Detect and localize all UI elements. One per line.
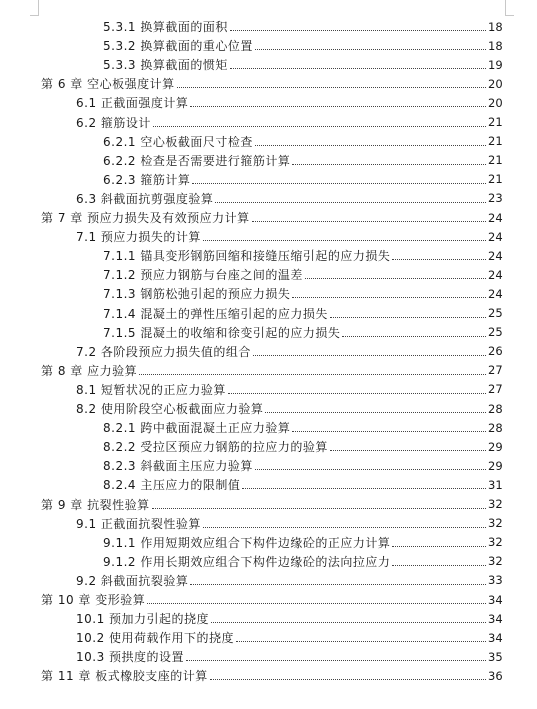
toc-page-number: 29 xyxy=(488,458,503,473)
toc-entry-title: 8.2.3 斜截面主压应力验算 xyxy=(103,459,253,474)
toc-page-number: 32 xyxy=(488,554,503,569)
toc-entry-title: 10.3 预拱度的设置 xyxy=(76,650,185,665)
toc-entry-title: 9.1 正截面抗裂性验算 xyxy=(76,516,201,531)
toc-page-number: 21 xyxy=(488,134,503,149)
toc-page-number: 18 xyxy=(488,19,503,34)
toc-dot-leader xyxy=(190,584,486,585)
toc-dot-leader xyxy=(153,126,486,127)
toc-entry-title: 6.1 正截面强度计算 xyxy=(76,96,189,111)
toc-entry[interactable] xyxy=(41,666,502,685)
toc-dot-leader xyxy=(330,450,486,451)
toc-dot-leader xyxy=(255,469,486,470)
toc-dot-leader xyxy=(147,603,486,604)
toc-page-number: 31 xyxy=(488,477,503,492)
toc-page-number: 32 xyxy=(488,535,503,550)
margin-corner-mark-right xyxy=(505,0,514,16)
toc-entry-title: 7.1.4 混凝土的弹性压缩引起的应力损失 xyxy=(103,306,328,321)
toc-entry-title: 第 7 章 预应力损失及有效预应力计算 xyxy=(41,211,250,225)
toc-entry[interactable] xyxy=(103,265,502,284)
toc-dot-leader xyxy=(177,87,486,88)
toc-entry-title: 6.2.3 箍筋计算 xyxy=(103,172,191,187)
toc-dot-leader xyxy=(392,565,486,566)
toc-entry-title: 第 10 章 变形验算 xyxy=(41,593,146,607)
toc-entry[interactable] xyxy=(103,36,502,55)
toc-page-number: 20 xyxy=(488,95,503,110)
toc-dot-leader xyxy=(392,259,486,260)
toc-page-number: 28 xyxy=(488,420,503,435)
toc-page-number: 23 xyxy=(488,191,503,206)
toc-page-number: 24 xyxy=(488,210,503,225)
toc-page-number: 35 xyxy=(488,649,503,664)
toc-dot-leader xyxy=(211,622,486,623)
toc-entry-title: 8.1 短暂状况的正应力验算 xyxy=(76,382,226,397)
toc-page-number: 21 xyxy=(488,115,503,129)
toc-dot-leader xyxy=(253,355,486,356)
toc-entry-title: 9.2 斜截面抗裂验算 xyxy=(76,573,189,588)
toc-dot-leader xyxy=(152,508,486,509)
toc-dot-leader xyxy=(236,641,486,642)
toc-dot-leader xyxy=(255,49,486,50)
toc-page-number: 34 xyxy=(488,630,503,645)
toc-page-number: 24 xyxy=(488,248,503,263)
toc-entry-title: 第 9 章 抗裂性验算 xyxy=(41,497,150,512)
toc-entry[interactable] xyxy=(76,609,502,628)
toc-entry[interactable] xyxy=(103,533,502,552)
toc-page-number: 20 xyxy=(488,76,503,91)
toc-entry[interactable] xyxy=(103,151,502,170)
toc-dot-leader xyxy=(203,527,486,528)
toc-page-number: 26 xyxy=(488,344,503,359)
toc-entry-title: 9.1.2 作用长期效应组合下构件边缘砼的法向拉应力 xyxy=(103,554,391,569)
toc-entry[interactable] xyxy=(76,113,502,132)
toc-dot-leader xyxy=(139,374,486,375)
toc-entry-title: 10.1 预加力引起的挠度 xyxy=(76,612,210,627)
toc-entry[interactable] xyxy=(76,227,502,246)
toc-dot-leader xyxy=(292,297,486,298)
toc-page-number: 21 xyxy=(488,153,503,168)
toc-page-number: 21 xyxy=(488,172,503,187)
toc-dot-leader xyxy=(192,183,486,184)
toc-entry[interactable] xyxy=(41,495,502,514)
toc-dot-leader xyxy=(228,393,486,394)
toc-dot-leader xyxy=(392,546,486,547)
toc-entry-title: 8.2 使用阶段空心板截面应力验算 xyxy=(76,402,264,416)
toc-entry-title: 7.1.1 锚具变形钢筋回缩和接缝压缩引起的应力损失 xyxy=(103,249,391,264)
toc-entry[interactable] xyxy=(103,246,502,265)
margin-corner-mark-left xyxy=(30,0,39,16)
toc-entry[interactable] xyxy=(103,55,502,74)
toc-entry-title: 8.2.2 受拉区预应力钢筋的拉应力的验算 xyxy=(103,440,328,455)
toc-entry[interactable] xyxy=(41,361,502,380)
toc-page-number: 28 xyxy=(488,401,503,416)
toc-dot-leader xyxy=(305,278,486,279)
toc-entry[interactable] xyxy=(103,437,502,456)
toc-entry[interactable] xyxy=(41,74,502,93)
toc-entry-title: 6.2 箍筋设计 xyxy=(76,115,151,130)
toc-entry-title: 7.1.3 钢筋松弛引起的预应力损失 xyxy=(103,287,291,302)
toc-entry[interactable] xyxy=(103,132,502,151)
toc-entry-title: 7.1.2 预应力钢筋与台座之间的温差 xyxy=(103,268,303,283)
toc-entry[interactable] xyxy=(103,284,502,303)
toc-entry-title: 5.3.2 换算截面的重心位置 xyxy=(103,39,253,54)
toc-dot-leader xyxy=(292,164,486,165)
toc-page-number: 25 xyxy=(488,306,503,320)
toc-entry[interactable] xyxy=(103,456,502,475)
toc-entry[interactable] xyxy=(103,17,502,36)
toc-entry-title: 5.3.3 换算截面的惯矩 xyxy=(103,58,228,73)
toc-page-number: 18 xyxy=(488,38,503,53)
toc-dot-leader xyxy=(330,317,486,318)
toc-page-number: 32 xyxy=(488,497,503,511)
toc-page-number: 29 xyxy=(488,439,503,454)
toc-entry[interactable] xyxy=(76,399,502,418)
toc-page-number: 34 xyxy=(488,592,503,607)
toc-dot-leader xyxy=(210,679,486,680)
toc-entry-title: 第 8 章 应力验算 xyxy=(41,363,138,378)
toc-entry[interactable] xyxy=(41,590,502,609)
toc-page-number: 32 xyxy=(488,516,503,531)
toc-entry-title: 5.3.1 换算截面的面积 xyxy=(103,20,228,34)
toc-entry[interactable] xyxy=(103,552,502,571)
toc-entry[interactable] xyxy=(41,208,502,227)
toc-entry[interactable] xyxy=(76,571,502,590)
toc-entry-title: 第 11 章 板式橡胶支座的计算 xyxy=(41,669,208,684)
toc-entry[interactable] xyxy=(76,647,502,666)
toc-entry[interactable] xyxy=(103,170,502,189)
toc-dot-leader xyxy=(265,412,486,413)
toc-entry[interactable] xyxy=(103,304,502,323)
toc-entry[interactable] xyxy=(103,475,502,494)
toc-dot-leader xyxy=(230,68,486,69)
toc-entry-title: 6.2.2 检查是否需要进行箍筋计算 xyxy=(103,153,291,168)
toc-page-number: 24 xyxy=(488,267,503,282)
toc-entry[interactable] xyxy=(103,323,502,342)
toc-page-number: 33 xyxy=(488,573,503,588)
toc-page-number: 34 xyxy=(488,611,503,626)
toc-entry-title: 8.2.1 跨中截面混凝土正应力验算 xyxy=(103,421,291,436)
toc-entry-title: 9.1.1 作用短期效应组合下构件边缘砼的正应力计算 xyxy=(103,535,391,550)
toc-entry[interactable] xyxy=(76,93,502,112)
toc-entry[interactable] xyxy=(76,514,502,533)
toc-entry-title: 7.2 各阶段预应力损失值的组合 xyxy=(76,344,251,359)
toc-entry-title: 7.1 预应力损失的计算 xyxy=(76,230,201,245)
toc-page-number: 24 xyxy=(488,286,503,301)
toc-entry[interactable] xyxy=(76,380,502,399)
toc-entry-title: 10.2 使用荷载作用下的挠度 xyxy=(76,631,235,646)
toc-dot-leader xyxy=(292,431,486,432)
toc-entry[interactable] xyxy=(76,342,502,361)
toc-entry-title: 8.2.4 主压应力的限制值 xyxy=(103,478,241,493)
toc-entry-title: 6.2.1 空心板截面尺寸检查 xyxy=(103,134,253,149)
toc-page-number: 24 xyxy=(488,229,503,244)
toc-dot-leader xyxy=(342,336,486,337)
toc-entry[interactable] xyxy=(76,628,502,647)
toc-page-number: 27 xyxy=(488,382,503,397)
toc-dot-leader xyxy=(203,240,486,241)
toc-dot-leader xyxy=(190,106,486,107)
toc-entry-title: 6.3 斜截面抗剪强度验算 xyxy=(76,191,214,206)
toc-dot-leader xyxy=(186,660,486,661)
toc-dot-leader xyxy=(215,202,486,203)
toc-dot-leader xyxy=(242,488,486,489)
toc-entry[interactable] xyxy=(103,418,502,437)
toc-dot-leader xyxy=(252,221,486,222)
toc-page-number: 36 xyxy=(488,668,503,683)
toc-entry-title: 7.1.5 混凝土的收缩和徐变引起的应力损失 xyxy=(103,325,341,340)
toc-entry[interactable] xyxy=(76,189,502,208)
toc-page-number: 25 xyxy=(488,325,503,340)
toc-entry-title: 第 6 章 空心板强度计算 xyxy=(41,77,175,92)
toc-dot-leader xyxy=(230,30,486,31)
toc-dot-leader xyxy=(255,145,486,146)
toc-page-number: 19 xyxy=(488,57,503,72)
toc-page-number: 27 xyxy=(488,363,503,378)
